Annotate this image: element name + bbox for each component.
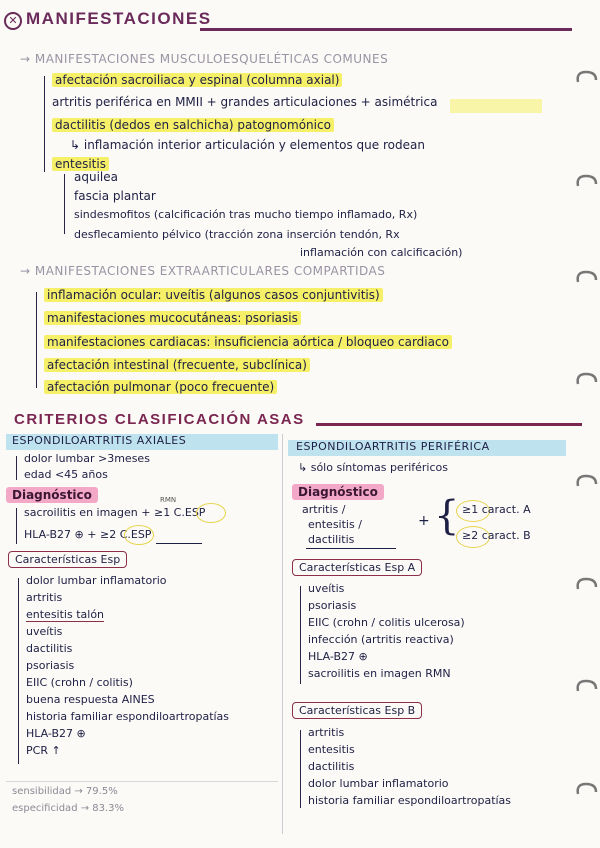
axial-char-item: buena respuesta AINES bbox=[26, 693, 155, 706]
periph-charB-item: historia familiar espondiloartropatías bbox=[308, 794, 512, 807]
axial-diag-line1: sacroilitis en imagen + ≥1 C.ESP bbox=[24, 506, 206, 519]
binder-ring-icon bbox=[574, 68, 600, 88]
s1-hl-asimetrica bbox=[450, 99, 542, 113]
axial-char-item: historia familiar espondiloartropatías bbox=[26, 710, 230, 723]
periph-charB-item: artritis bbox=[308, 726, 345, 739]
periph-diag-a: ≥1 caract. A bbox=[462, 503, 531, 516]
axial-item-edad: edad <45 años bbox=[24, 468, 108, 481]
periph-charB-item: entesitis bbox=[308, 743, 355, 756]
binder-ring-icon bbox=[574, 780, 600, 800]
periph-charA-label: Características Esp A bbox=[292, 559, 422, 576]
binder-ring-icon bbox=[574, 677, 600, 697]
periph-charA-item: sacroilitis en imagen RMN bbox=[308, 667, 451, 680]
title-underline bbox=[200, 28, 572, 31]
entesitis-desflecamiento: desflecamiento pélvico (tracción zona inserción tendón, Rx bbox=[74, 228, 400, 241]
axial-sensitivity: sensibilidad → 79.5% bbox=[12, 786, 118, 797]
periph-header-text: ESPONDILOARTRITIS PERIFÉRICA bbox=[296, 440, 490, 453]
periph-diag-entesitis: entesitis / bbox=[308, 518, 362, 531]
s2-item-mucocutaneas: manifestaciones mucocutáneas: psoriasis bbox=[44, 311, 301, 325]
axial-char-label: Características Esp bbox=[8, 551, 127, 568]
axial-char-item: HLA-B27 ⊕ bbox=[26, 727, 86, 740]
entesitis-sindesmofitos: sindesmofitos (calcificación tras mucho tiempo inflamado, Rx) bbox=[74, 208, 418, 221]
axial-char-item: dactilitis bbox=[26, 642, 73, 655]
binder-ring-icon bbox=[574, 370, 600, 390]
s2-item-pulmonar: afectación pulmonar (poco frecuente) bbox=[44, 380, 277, 394]
periph-diag-underline bbox=[306, 548, 396, 549]
binder-ring-icon bbox=[574, 472, 600, 492]
axial-ring-2 bbox=[124, 525, 154, 545]
periph-diag-dactilitis: dactilitis bbox=[308, 533, 355, 546]
axial-rmn: RMN bbox=[160, 496, 177, 504]
periph-charA-item: HLA-B27 ⊕ bbox=[308, 650, 368, 663]
periph-charA-item: EIIC (crohn / colitis ulcerosa) bbox=[308, 616, 465, 629]
s1-item-sacroiliaca: afectación sacroiliaca y espinal (columna axial) bbox=[52, 73, 342, 87]
periph-charA-item: uveítis bbox=[308, 582, 345, 595]
axial-char-item: EIIC (crohn / colitis) bbox=[26, 676, 133, 689]
binder-ring-icon bbox=[574, 575, 600, 595]
section1-subtitle: → MANIFESTACIONES MUSCULOESQUELÉTICAS COMUNES bbox=[20, 52, 389, 66]
axial-char-item: PCR ↑ bbox=[26, 744, 61, 757]
axial-char-item: dolor lumbar inflamatorio bbox=[26, 574, 167, 587]
axial-diag-underline bbox=[156, 543, 202, 544]
brace-icon: { bbox=[434, 493, 460, 539]
binder-ring-icon bbox=[574, 268, 600, 288]
periph-charB-item: dactilitis bbox=[308, 760, 355, 773]
periph-diag-label: Diagnóstico bbox=[292, 484, 384, 500]
plus-icon: + bbox=[418, 513, 430, 529]
axial-specificity: especificidad → 83.3% bbox=[12, 803, 125, 814]
s2-item-intestinal: afectación intestinal (frecuente, subclínica) bbox=[44, 358, 310, 372]
column-divider bbox=[282, 434, 283, 834]
periph-charB-item: dolor lumbar inflamatorio bbox=[308, 777, 449, 790]
binder-ring-icon bbox=[574, 172, 600, 192]
entesitis-aquilea: aquilea bbox=[74, 170, 118, 184]
s1-item-artritis: artritis periférica en MMII + grandes articulaciones + asimétrica bbox=[52, 95, 438, 109]
s2-item-ocular: inflamación ocular: uveítis (algunos casos conjuntivitis) bbox=[44, 288, 383, 302]
axial-char-item: entesitis talón bbox=[26, 608, 105, 621]
axial-char-item: psoriasis bbox=[26, 659, 75, 672]
s2-item-cardiacas: manifestaciones cardiacas: insuficiencia aórtica / bloqueo cardiaco bbox=[44, 335, 452, 349]
criteria-underline bbox=[316, 423, 582, 426]
periph-charA-item: psoriasis bbox=[308, 599, 357, 612]
title-x-icon: ✕ bbox=[4, 12, 22, 30]
periph-charA-item: infección (artritis reactiva) bbox=[308, 633, 454, 646]
axial-item-dolor: dolor lumbar >3meses bbox=[24, 452, 150, 465]
periph-charB-label: Características Esp B bbox=[292, 702, 422, 719]
entesitis-desflecamiento-cont: inflamación con calcificación) bbox=[300, 246, 463, 259]
axial-char-item: artritis bbox=[26, 591, 63, 604]
page-title: MANIFESTACIONES bbox=[26, 9, 212, 28]
periph-diag-artritis: artritis / bbox=[302, 503, 346, 516]
s1-item-inflamacion: ↳ inflamación interior articulación y elementos que rodean bbox=[70, 138, 425, 152]
entesitis-fascia: fascia plantar bbox=[74, 189, 156, 203]
axial-header-text: ESPONDILOARTRITIS AXIALES bbox=[12, 434, 187, 447]
s1-item-dactilitis: dactilitis (dedos en salchicha) patognomónico bbox=[52, 118, 334, 132]
axial-sep-line bbox=[6, 781, 278, 782]
criteria-title: CRITERIOS CLASIFICACIÓN ASAS bbox=[14, 411, 305, 428]
axial-diag-line2: HLA-B27 ⊕ + ≥2 C.ESP bbox=[24, 528, 152, 541]
axial-char-item: uveítis bbox=[26, 625, 63, 638]
periph-item-solo: ↳ sólo síntomas periféricos bbox=[298, 461, 448, 474]
section2-subtitle: → MANIFESTACIONES EXTRAARTICULARES COMPARTIDAS bbox=[20, 264, 386, 278]
axial-ring-1 bbox=[196, 503, 226, 523]
periph-diag-b: ≥2 caract. B bbox=[462, 529, 531, 542]
axial-diag-label: Diagnóstico bbox=[6, 487, 98, 503]
s1-item-entesitis: entesitis bbox=[52, 157, 109, 171]
